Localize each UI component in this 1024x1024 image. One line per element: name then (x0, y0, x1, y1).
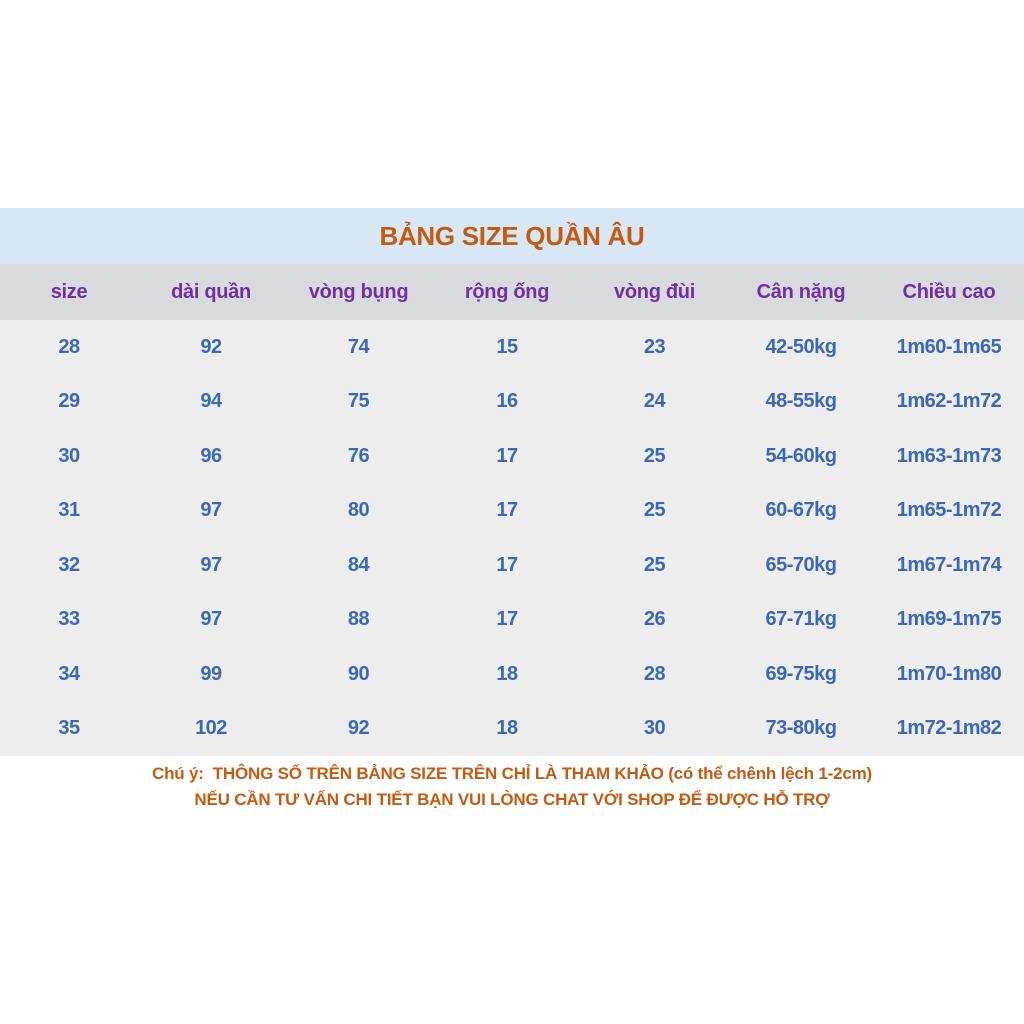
cell-pant-length: 97 (200, 553, 222, 576)
cell-size: 32 (58, 553, 80, 576)
table-body (0, 320, 1024, 756)
table-row (0, 538, 1024, 593)
cell-height: 1m62-1m72 (896, 390, 1002, 413)
cell-pant-length: 94 (200, 390, 222, 413)
cell-weight: 65-70kg (765, 553, 837, 576)
cell-height: 1m72-1m82 (896, 717, 1002, 740)
cell-waist: 90 (347, 662, 370, 685)
cell-waist: 84 (347, 553, 370, 576)
title-band (0, 208, 1024, 264)
column-header-waist: vòng bụng (308, 280, 409, 303)
cell-thigh: 30 (643, 717, 666, 740)
cell-size: 33 (58, 608, 80, 631)
cell-pant-length: 97 (200, 608, 222, 631)
cell-leg-opening: 18 (496, 717, 518, 740)
cell-thigh: 23 (643, 335, 666, 358)
cell-height: 1m65-1m72 (896, 499, 1002, 522)
table-row (0, 593, 1024, 648)
cell-pant-length: 97 (200, 499, 222, 522)
cell-size: 35 (58, 717, 80, 740)
cell-height: 1m69-1m75 (896, 608, 1002, 631)
cell-waist: 74 (347, 335, 370, 358)
cell-pant-length: 96 (200, 444, 222, 467)
cell-thigh: 26 (643, 608, 666, 631)
cell-weight: 69-75kg (765, 662, 837, 685)
column-header-size: size (50, 280, 88, 303)
cell-thigh: 25 (643, 444, 666, 467)
cell-weight: 54-60kg (765, 444, 837, 467)
cell-size: 29 (58, 390, 80, 413)
table-row (0, 647, 1024, 702)
column-header-weight: Cân nặng (756, 280, 846, 303)
table-row (0, 429, 1024, 484)
cell-leg-opening: 16 (496, 390, 518, 413)
cell-weight: 73-80kg (765, 717, 837, 740)
cell-weight: 42-50kg (765, 335, 837, 358)
cell-height: 1m60-1m65 (896, 335, 1002, 358)
table-row (0, 484, 1024, 539)
cell-weight: 67-71kg (765, 608, 837, 631)
column-header-thigh: vòng đùi (614, 280, 695, 303)
cell-waist: 75 (347, 390, 370, 413)
cell-pant-length: 102 (195, 717, 227, 740)
cell-size: 31 (58, 499, 80, 522)
cell-waist: 76 (347, 444, 370, 467)
cell-leg-opening: 17 (496, 499, 518, 522)
cell-thigh: 25 (643, 553, 666, 576)
cell-size: 30 (58, 444, 80, 467)
cell-height: 1m70-1m80 (896, 662, 1002, 685)
cell-size: 28 (58, 335, 80, 358)
note-line-2: NẾU CẦN TƯ VẤN CHI TIẾT BẠN VUI LÒNG CHAT VỚI SHOP ĐỂ ĐƯỢC HỖ TRỢ (194, 790, 830, 809)
column-header-pant-length: dài quần (171, 280, 251, 303)
cell-height: 1m63-1m73 (896, 444, 1002, 467)
cell-thigh: 25 (643, 499, 666, 522)
cell-leg-opening: 17 (496, 444, 518, 467)
page-title: BẢNG SIZE QUẦN ÂU (379, 220, 645, 251)
cell-waist: 88 (347, 608, 370, 631)
table-row (0, 320, 1024, 375)
cell-weight: 48-55kg (765, 390, 837, 413)
cell-leg-opening: 17 (496, 608, 518, 631)
cell-pant-length: 92 (200, 335, 222, 358)
cell-waist: 92 (347, 717, 370, 740)
top-whitespace (0, 0, 1024, 208)
cell-thigh: 28 (643, 662, 666, 685)
cell-size: 34 (58, 662, 80, 685)
note-line-1: Chú ý: THÔNG SỐ TRÊN BẢNG SIZE TRÊN CHỈ LÀ THAM KHẢO (có thể chênh lệch 1-2cm) (152, 764, 872, 783)
cell-leg-opening: 18 (496, 662, 518, 685)
column-header-leg-opening: rộng ống (464, 280, 550, 303)
table-row (0, 375, 1024, 430)
column-header-height: Chiều cao (902, 280, 996, 303)
cell-leg-opening: 17 (496, 553, 518, 576)
cell-waist: 80 (347, 499, 370, 522)
cell-thigh: 24 (643, 390, 666, 413)
cell-weight: 60-67kg (765, 499, 837, 522)
table-header-row (0, 264, 1024, 320)
cell-pant-length: 99 (200, 662, 222, 685)
notes (0, 756, 1024, 813)
table-row (0, 702, 1024, 757)
cell-leg-opening: 15 (496, 335, 518, 358)
cell-height: 1m67-1m74 (896, 553, 1002, 576)
